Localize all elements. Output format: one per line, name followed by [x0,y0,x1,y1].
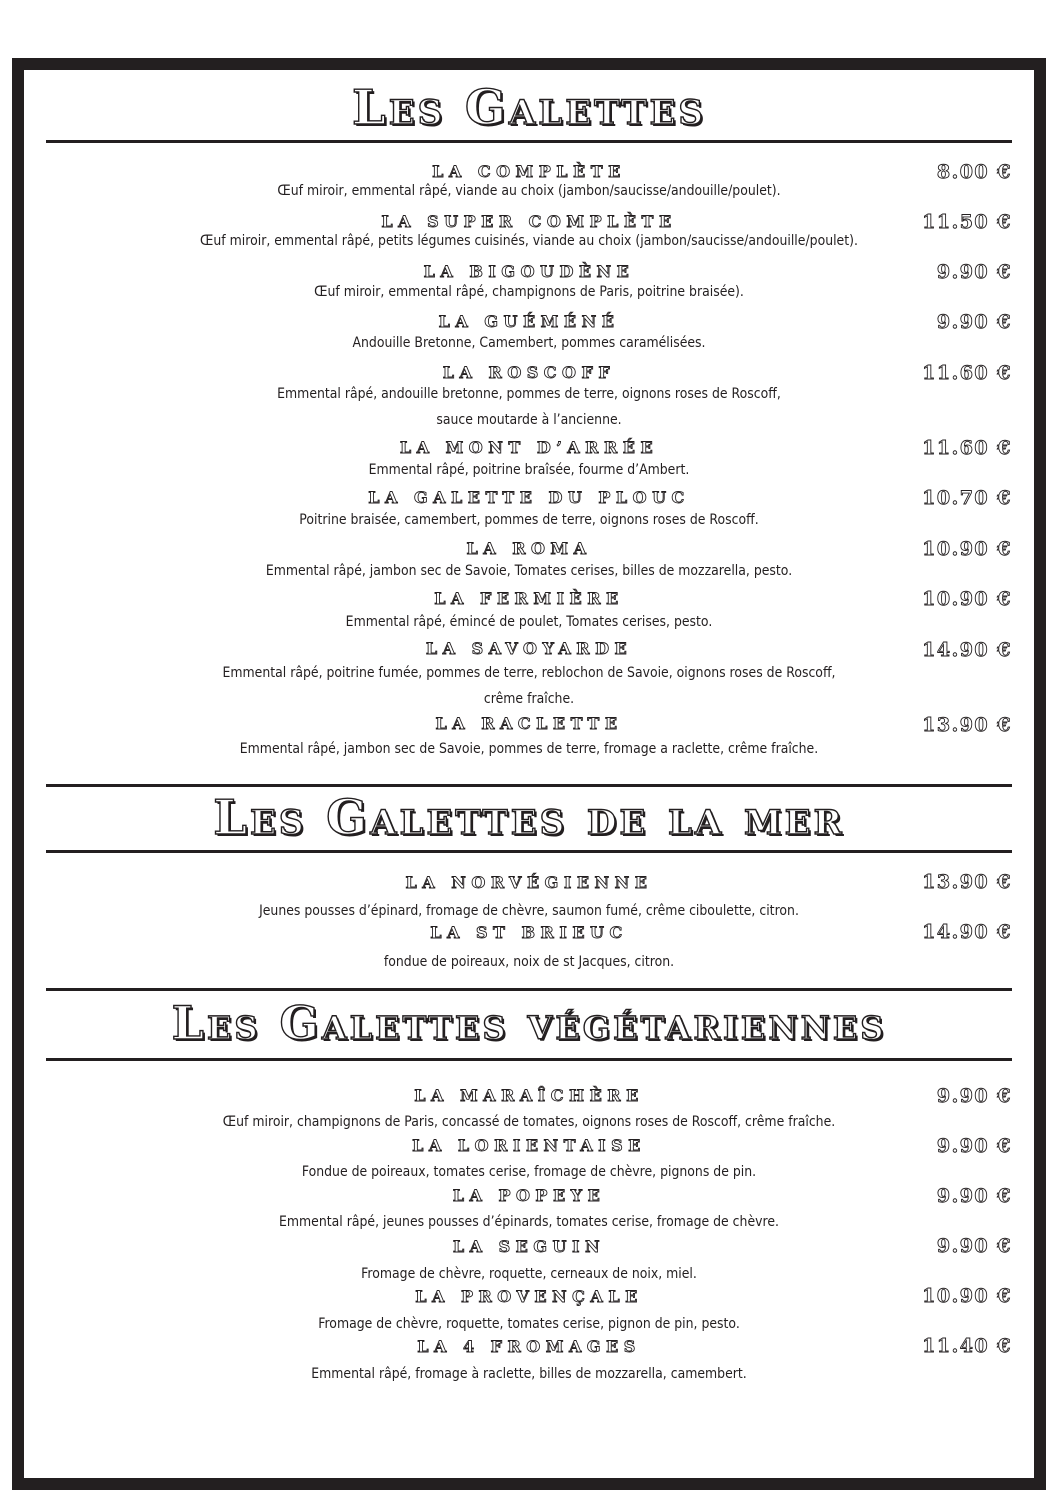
menu-item-price: 11.60 € [922,437,1012,459]
menu-item-name: LA SUPER COMPLÈTE [381,212,677,231]
menu-item-description: Emmental râpé, jeunes pousses d’épinards, tomates cerise, fromage de chèvre. [279,1214,779,1230]
menu-item-description-line-2: sauce moutarde à l’ancienne. [436,412,622,428]
menu-item-price: 9.90 € [936,1235,1012,1257]
section-title-galettes: Les Galettes [352,80,706,136]
menu-item-price: 10.90 € [922,538,1012,560]
menu-item-description: Fromage de chèvre, roquette, cerneaux de noix, miel. [361,1266,697,1282]
menu-item-name: LA SAVOYARDE [425,639,633,658]
menu-item-name: LA SEGUIN [452,1237,606,1256]
menu-item-name: LA COMPLÈTE [432,162,626,181]
menu-item-description: Andouille Bretonne, Camembert, pommes caramélisées. [352,335,706,351]
menu-item-name: LA LORIENTAISE [412,1136,646,1155]
section-divider [46,1058,1012,1061]
menu-item-description: Emmental râpé, andouille bretonne, pommes de terre, oignons roses de Roscoff, [277,386,781,402]
menu-item-price: 13.90 € [922,871,1012,893]
menu-item-description: Œuf miroir, champignons de Paris, concassé de tomates, oignons roses de Roscoff, crême fraîche. [222,1114,836,1130]
menu-item-name: LA BIGOUDÈNE [423,262,635,281]
menu-item-description: Emmental râpé, poitrine fumée, pommes de terre, reblochon de Savoie, oignons roses de Roscoff, [222,665,836,681]
section-title-galettes-mer: Les Galettes de la mer [213,790,845,846]
menu-item-name: LA GUÉMÉNÉ [438,312,620,331]
menu-item-description: Œuf miroir, emmental râpé, viande au choix (jambon/saucisse/andouille/poulet). [277,183,781,199]
menu-item-price: 11.50 € [922,211,1012,233]
menu-item-price: 10.70 € [922,487,1012,509]
section-divider [46,140,1012,143]
menu-item-price: 10.90 € [922,588,1012,610]
menu-item-name: LA NORVÉGIENNE [405,873,653,892]
menu-item-description: Emmental râpé, fromage à raclette, billes de mozzarella, camembert. [311,1366,747,1382]
menu-item-price: 11.60 € [922,362,1012,384]
menu-item-price: 9.90 € [936,311,1012,333]
menu-item-description: Emmental râpé, émincé de poulet, Tomates cerises, pesto. [345,614,713,630]
menu-item-description: Emmental râpé, poitrine braîsée, fourme d’Ambert. [368,462,690,478]
menu-item-price: 8.00 € [936,161,1012,183]
menu-item-description: Emmental râpé, jambon sec de Savoie, pommes de terre, fromage a raclette, crême fraîche. [239,741,819,757]
menu-item-name: LA ROMA [466,539,592,558]
menu-item-price: 11.40 € [922,1335,1012,1357]
menu-item-price: 13.90 € [922,714,1012,736]
menu-item-name: LA FERMIÈRE [434,589,624,608]
menu-item-price: 9.90 € [936,261,1012,283]
section-divider [46,784,1012,787]
menu-item-description: Fromage de chèvre, roquette, tomates cerise, pignon de pin, pesto. [318,1316,740,1332]
menu-item-description: Poitrine braisée, camembert, pommes de terre, oignons roses de Roscoff. [299,512,759,528]
menu-item-name: LA GALETTE DU PLOUC [368,488,690,507]
menu-item-name: LA POPEYE [452,1186,606,1205]
menu-item-name: LA MARAÎCHÈRE [414,1086,644,1105]
menu-item-name: LA RACLETTE [435,714,623,733]
menu-item-price: 14.90 € [922,639,1012,661]
section-divider [46,988,1012,991]
menu-item-description: Jeunes pousses d’épinard, fromage de chèvre, saumon fumé, crême ciboulette, citron. [259,903,799,919]
menu-item-description: Emmental râpé, jambon sec de Savoie, Tomates cerises, billes de mozzarella, pesto. [265,563,793,579]
section-title-galettes-vegetariennes: Les Galettes végétariennes [171,996,887,1050]
menu-item-price: 9.90 € [936,1135,1012,1157]
menu-item-name: LA ROSCOFF [442,363,616,382]
menu-item-description: Œuf miroir, emmental râpé, petits légumes cuisinés, viande au choix (jambon/saucisse/andouille/poulet). [200,233,858,249]
menu-item-description: Fondue de poireaux, tomates cerise, fromage de chèvre, pignons de pin. [301,1164,757,1180]
menu-item-description: Œuf miroir, emmental râpé, champignons de Paris, poitrine braisée). [314,284,744,300]
menu-item-name: LA MONT D’ARRÉE [399,438,659,457]
menu-item-price: 14.90 € [922,921,1012,943]
menu-item-price: 9.90 € [936,1085,1012,1107]
menu-item-name: LA ST BRIEUC [430,923,628,942]
menu-item-description: fondue de poireaux, noix de st Jacques, citron. [383,954,675,970]
menu-item-name: LA PROVENÇALE [415,1287,643,1306]
menu-item-price: 10.90 € [922,1285,1012,1307]
menu-item-price: 9.90 € [936,1185,1012,1207]
menu-item-name: LA 4 FROMAGES [417,1337,641,1356]
menu-item-description-line-2: crême fraîche. [483,691,575,707]
section-divider [46,850,1012,853]
